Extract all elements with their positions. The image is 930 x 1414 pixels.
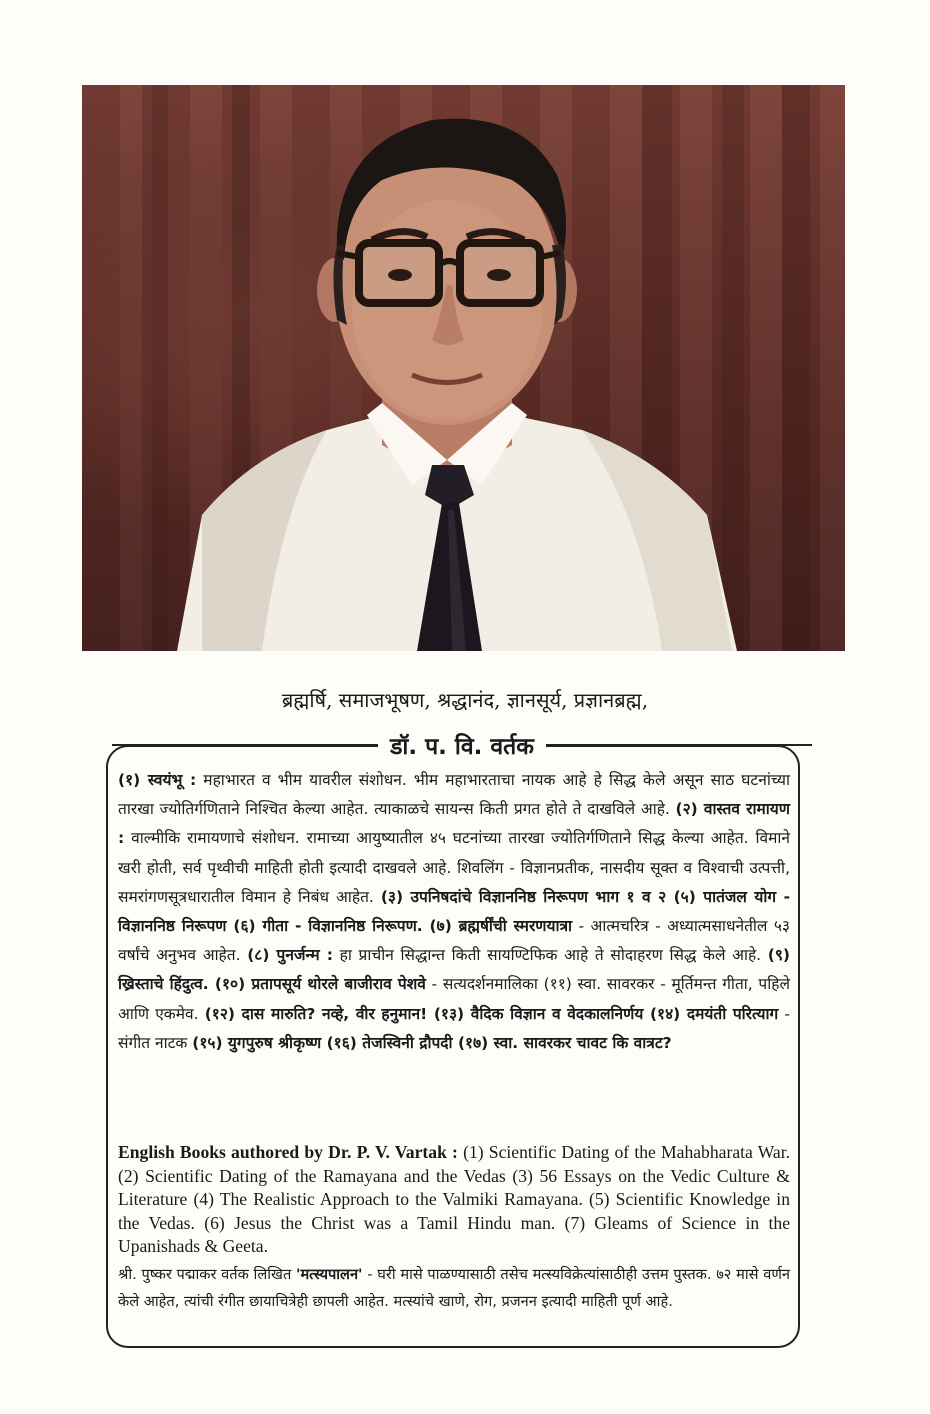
author-name: डॉ. प. वि. वर्तक bbox=[378, 729, 546, 761]
marathi-book-list bbox=[118, 766, 790, 1058]
english-books-heading: English Books authored by Dr. P. V. Vartak : bbox=[118, 1142, 458, 1162]
book-description: - सत्यदर्शनमालिका (११) स्वा. सावरकर - मूर्तिमन्त गीता, पहिले आणि एकमेव. bbox=[118, 975, 790, 1023]
book-title: (१) स्वयंभू : bbox=[118, 771, 197, 789]
book-description: महाभारत व भीम यावरील संशोधन. भीम महाभारताचा नायक आहे हे सिद्ध केले असून साठ घटनांच्या तारखा ज्योतिर्गणिताने निश्चित केल्या आहेत. त्याकाळचे सायन्स किती प्रगत होते ते दाखविले आहे. bbox=[118, 771, 790, 819]
book-title: (२) वास्तव रामायण : bbox=[118, 800, 790, 848]
book-description: वाल्मीकि रामायणाचे संशोधन. रामाच्या आयुष्यातील ४५ घटनांच्या तारखा ज्योतिर्गणिताने सिद्ध केल्या आहेत. विमाने खरी होती, सर्व पृथ्वीची माहिती होती इत्यादी दाखवले आहे. शिवलिंग - विज्ञानप्रतीक, नासदीय सूक्त व विश्वाची उत्पत्ती, समरांगणसूत्रधारातील विमान हे निबंध आहेत. bbox=[118, 829, 790, 906]
left-rule bbox=[112, 744, 378, 746]
english-book-list bbox=[118, 1141, 790, 1259]
fish-book-intro: श्री. पुष्कर पद्माकर वर्तक लिखित bbox=[118, 1266, 296, 1283]
portrait-illustration bbox=[82, 85, 845, 651]
book-description: - आत्मचरित्र - अध्यात्मसाधनेतील ५३ वर्षांचे अनुभव आहेत. bbox=[118, 917, 790, 965]
fish-book-title: 'मत्स्यपालन' bbox=[295, 1266, 363, 1283]
author-portrait-photo bbox=[82, 85, 845, 651]
fish-book-text: - घरी मासे पाळण्यासाठी तसेच मत्स्यविक्रेत्यांसाठीही उत्तम पुस्तक. ७२ मासे वर्णन केले आहेत, त्यांची रंगीत छायाचित्रेही छापली आहेत. मत्स्यांचे खाणे, रोग, प्रजनन इत्यादी माहिती पूर्ण आहे. bbox=[118, 1266, 790, 1310]
author-name-heading bbox=[112, 728, 812, 762]
book-description: हा प्राचीन सिद्धान्त किती सायण्टिफिक आहे ते सोदाहरण सिद्ध केले आहे. bbox=[333, 946, 768, 965]
right-rule bbox=[546, 744, 812, 746]
book-title: (३) उपनिषदांचे विज्ञाननिष्ठ निरूपण भाग १ व २ (५) पातंजल योग - विज्ञाननिष्ठ निरूपण (६) गीता - विज्ञाननिष्ठ निरूपण. (७) ब्रह्मर्षींची स्मरणयात्रा bbox=[118, 887, 791, 936]
english-books-text: (1) Scientific Dating of the Mahabharata War. (2) Scientific Dating of the Ramayana and the Vedas (3) 56 Essays on the Vedic Culture & Literature (4) The Realistic Approach to the Valmiki Ramayana. (5) Scientific Knowledge in the Vedas. (6) Jesus the Christ was a Tamil Hindu man. (7) Gleams of Science in the Upanishads & Geeta. bbox=[118, 1142, 790, 1256]
book-title: (९) ख्रिस्ताचे हिंदुत्व. (१०) प्रतापसूर्य थोरले बाजीराव पेशवे bbox=[118, 946, 791, 994]
book-description: - संगीत नाटक bbox=[118, 1004, 790, 1052]
author-epithets: ब्रह्मर्षि, समाजभूषण, श्रद्धानंद, ज्ञानसूर्य, प्रज्ञानब्रह्म, bbox=[281, 688, 649, 712]
book-title: (१२) दास मारुति? नव्हे, वीर हनुमान! (१३) वैदिक विज्ञान व वेदकालनिर्णय (१४) दमयंती परित्याग bbox=[204, 1004, 779, 1023]
fish-book-note bbox=[118, 1261, 790, 1315]
book-title: (१५) युगपुरुष श्रीकृष्ण (१६) तेजस्विनी द्रौपदी (१७) स्वा. सावरकर चावट कि वात्रट? bbox=[192, 1033, 672, 1052]
book-title: (८) पुनर्जन्म : bbox=[247, 946, 333, 965]
